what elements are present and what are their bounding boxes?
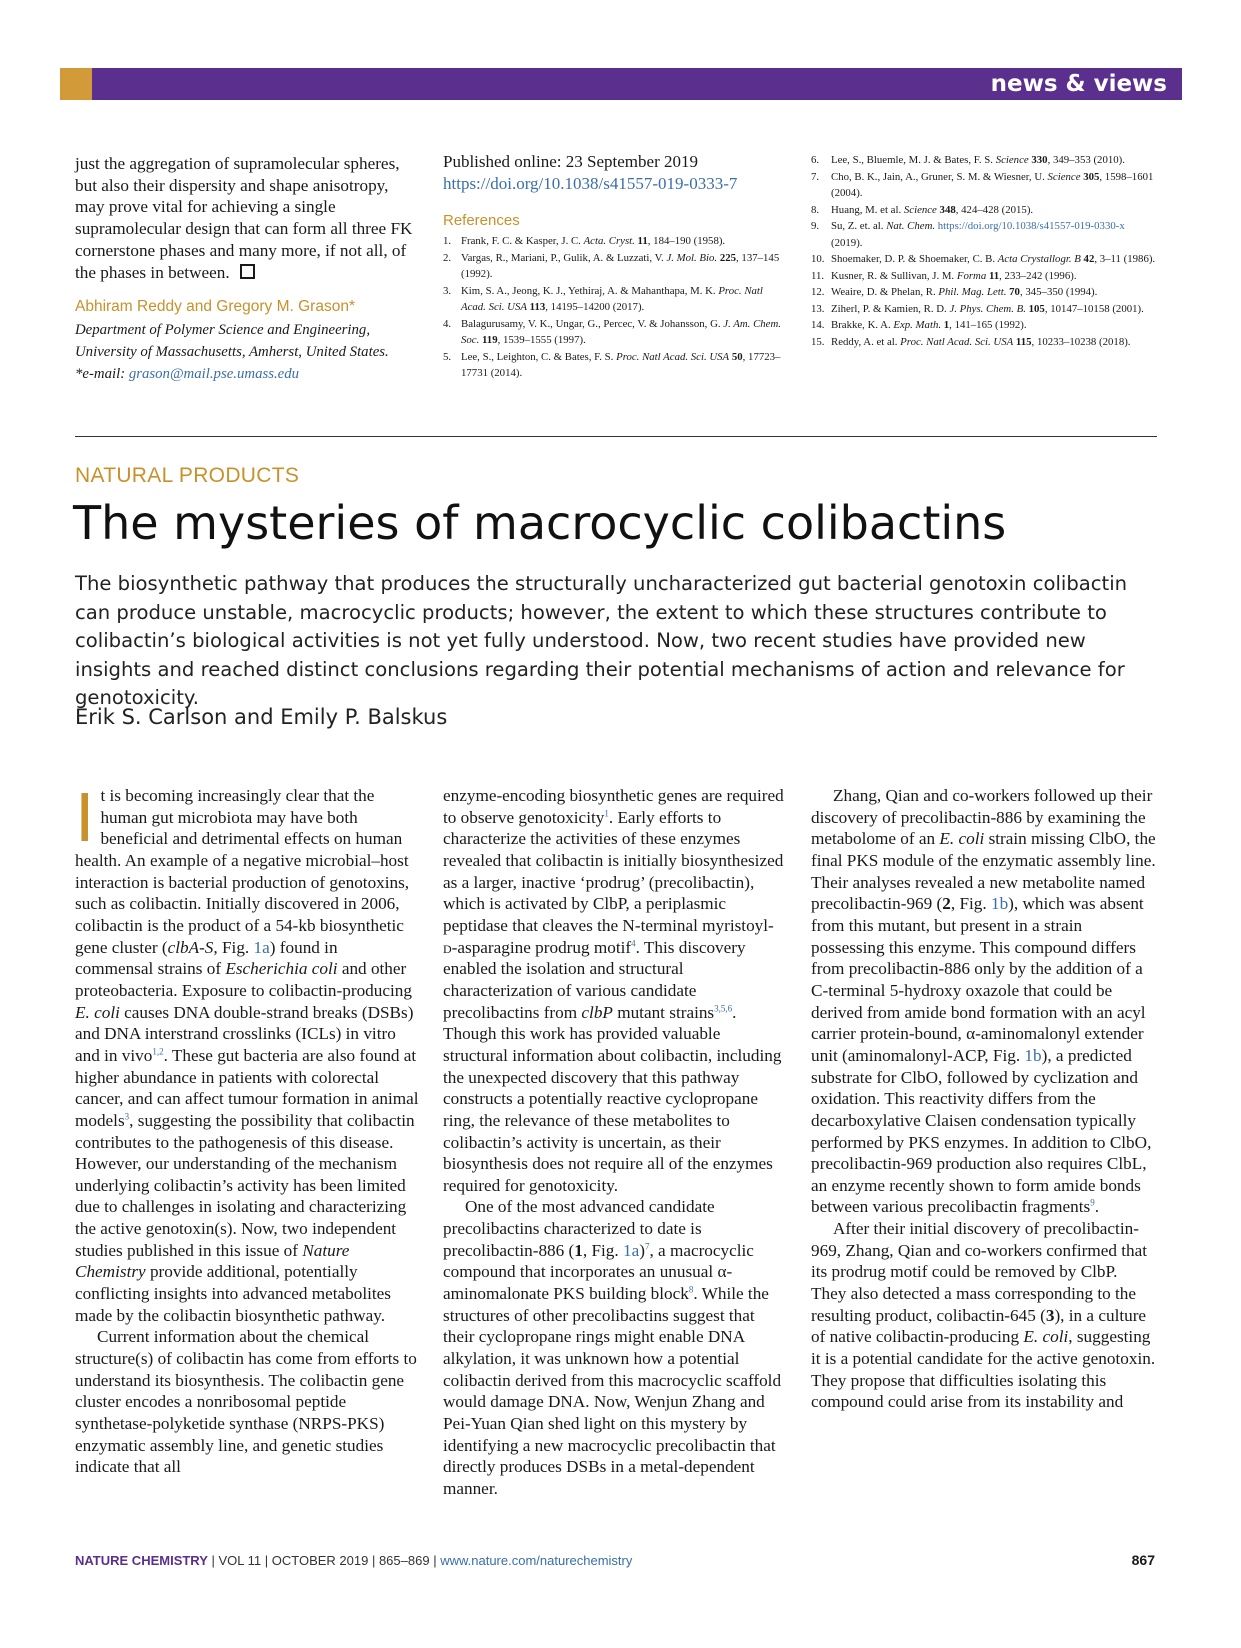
issue-date: OCTOBER 2019	[271, 1553, 369, 1568]
body-column-3	[811, 785, 1156, 1413]
body-paragraph: It is becoming increasingly clear that the human gut microbiota may have both beneficial and detrimental effects on human health. An example of a negative microbial–host interaction is bacterial production of genotoxins, such as colibactin. Initially discovered in 2006, colibactin is the product of a 54-kb biosynthetic gene cluster (clbA-S, Fig. 1a) found in commensal strains of Escherichia coli and other proteobacteria. Exposure to colibactin-producing E. coli causes DNA double-strand breaks (DSBs) and DNA interstrand crosslinks (ICLs) in vitro and in vivo$^{1,2}$. These gut bacteria are also found at higher abundance in patients with colorectal cancer, and can affect tumour formation in animal models$^3$, suggesting the possibility that colibactin contributes to the pathogenesis of this disease. However, our understanding of the mechanism underlying colibactin’s activity has been limited due to challenges in isolating and characterizing the active genotoxin(s). Now, two independent studies published in this issue of Nature Chemistry provide additional, potentially conflicting insights into advanced metabolites made by the colibactin biosynthetic pathway.	[75, 778, 419, 1325]
divider	[75, 436, 1157, 437]
volume: VOL 11	[218, 1553, 262, 1568]
drop-cap: I	[75, 778, 95, 856]
reference-item: 6. Lee, S., Bluemle, M. J. & Bates, F. S. Science 330, 349–353 (2010).	[811, 154, 1125, 166]
reference-item: 12. Weaire, D. & Phelan, R. Phil. Mag. Lett. 70, 345–350 (1994).	[811, 286, 1098, 298]
reference-item: 11. Kusner, R. & Sullivan, J. M. Forma 11, 233–242 (1996).	[811, 269, 1077, 282]
body-paragraph: Current information about the chemical structure(s) of colibactin has come from efforts to understand its biosynthesis. The colibactin gene cluster encodes a nonribosomal peptide synthetase-polyketide synthase (NRPS-PKS) enzymatic assembly line, and genetic studies indicate that all	[75, 1327, 417, 1477]
published-date: Published online: 23 September 2019	[443, 152, 698, 171]
reference-item: 14. Brakke, K. A. Exp. Math. 1, 141–165 (1992).	[811, 319, 1027, 331]
figure-link[interactable]: 1b	[1024, 1045, 1042, 1065]
publication-info	[443, 151, 783, 382]
reference-item: 10. Shoemaker, D. P. & Shoemaker, C. B. Acta Crystallogr. B 42, 3–11 (1986).	[811, 253, 1156, 265]
footer: NATURE CHEMISTRY | VOL 11 | OCTOBER 2019 | 865–869 | www.nature.com/naturechemistry	[75, 1553, 633, 1568]
article-authors: Erik S. Carlson and Emily P. Balskus	[75, 705, 448, 729]
body-column-2	[443, 785, 788, 1500]
citation-link[interactable]: 3,5,6	[714, 1002, 733, 1013]
reference-doi-link[interactable]: https://doi.org/10.1038/s41557-019-0330-x	[937, 220, 1125, 232]
page-range: 865–869	[378, 1553, 430, 1568]
reference-item: 1. Frank, F. C. & Kasper, J. C. Acta. Cryst. 11, 184–190 (1958).	[443, 235, 726, 247]
end-mark-icon	[240, 264, 255, 279]
reference-list	[811, 152, 1156, 350]
body-paragraph: Zhang, Qian and co-workers followed up their discovery of precolibactin-886 by examining the metabolome of an E. coli strain missing ClbO, the final PKS module of the enzymatic assembly line. Their analyses revealed a new metabolite named precolibactin-969 (2, Fig. 1b), which was absent from this mutant, but present in a strain possessing this enzyme. This compound differs from precolibactin-886 only by the addition of a C-terminal 5-hydroxy oxazole that could be derived from amide bond formation with an acyl carrier protein-bound, α-aminomalonyl extender unit (aminomalonyl-ACP, Fig. 1b), a predicted substrate for ClbO, followed by cyclization and oxidation. This reactivity differs from the decarboxylative Claisen condensation typically performed by PKS enzymes. In addition to ClbO, precolibactin-969 production also requires ClbL, an enzyme recently shown to form amide bonds between various precolibactin fragments$^9$.	[811, 786, 1156, 1217]
figure-link[interactable]: 1b	[990, 894, 1009, 914]
email-link[interactable]: grason@mail.pse.umass.edu	[128, 366, 300, 383]
reference-list	[443, 233, 783, 382]
reference-item: 7. Cho, B. K., Jain, A., Gruner, S. M. & Wiesner, U. Science 305, 1598–1601 (2004).	[811, 170, 1154, 199]
reference-item: 13. Ziherl, P. & Kamien, R. D. J. Phys. Chem. B. 105, 10147–10158 (2001).	[811, 302, 1144, 315]
body-column-1	[75, 778, 420, 1478]
section-tag: news & views	[990, 71, 1167, 97]
reference-list-continued	[811, 150, 1156, 350]
citation-link[interactable]: 8	[688, 1284, 694, 1295]
citation-link[interactable]: 3	[124, 1111, 130, 1122]
reference-item: 4. Balagurusamy, V. K., Ungar, G., Percec, V. & Johansson, G. J. Am. Chem. Soc. 119, 1539–1555 (1997).	[443, 317, 781, 346]
header-accent	[60, 68, 92, 100]
doi-link[interactable]: https://doi.org/10.1038/s41557-019-0333-7	[443, 173, 738, 193]
citation-link[interactable]: 1,2	[152, 1046, 164, 1057]
article-title: The mysteries of macrocyclic colibactins	[73, 496, 1007, 550]
journal-name: NATURE CHEMISTRY	[75, 1553, 208, 1568]
page-number: 867	[1131, 1552, 1155, 1568]
previous-paragraph: just the aggregation of supramolecular spheres, but also their dispersity and shape anisotropy, may prove vital for achieving a single supramolecular design that can form all three FK cornerstone phases and many more, if not all, of the phases in between.	[75, 154, 413, 282]
previous-affiliation: Department of Polymer Science and Engineering, University of Massachusetts, Amherst, United States. *e-mail: grason@mail.pse.umass.edu	[75, 322, 389, 383]
journal-url[interactable]: www.nature.com/naturechemistry	[440, 1553, 633, 1568]
reference-item: 15. Reddy, A. et al. Proc. Natl Acad. Sci. USA 115, 10233–10238 (2018).	[811, 335, 1131, 348]
citation-link[interactable]: 4	[631, 937, 636, 948]
figure-link[interactable]: 1a	[622, 1240, 640, 1260]
reference-item: 2. Vargas, R., Mariani, P., Gulik, A. & Luzzati, V. J. Mol. Bio. 225, 137–145 (1992).	[443, 251, 780, 280]
body-paragraph: After their initial discovery of precolibactin-969, Zhang, Qian and co-workers confirmed that its prodrug motif could be removed by ClbP. They also detected a mass corresponding to the resulting product, colibactin-645 (3), in a culture of native colibactin-producing E. coli, suggesting it is a potential candidate for the active genotoxin. They propose that difficulties isolating this compound could arise from its instability and	[811, 1219, 1156, 1412]
figure-link[interactable]: 1a	[253, 937, 270, 957]
body-paragraph: One of the most advanced candidate precolibactins characterized to date is precolibactin-886 (1, Fig. 1a)$^7$, a macrocyclic compound that incorporates an unusual α-aminomalonate PKS building block$^8$. While the structures of other precolibactins suggest that their cyclopropane rings might enable DNA alkylation, it was unknown how a potential colibactin derived from this macrocyclic scaffold would damage DNA. Now, Wenjun Zhang and Pei-Yuan Qian shed light on this mystery by identifying a new macrocyclic precolibactin that directly produces DSBs in a metal-dependent manner.	[443, 1197, 782, 1498]
reference-item: 5. Lee, S., Leighton, C. & Bates, F. S. Proc. Natl Acad. Sci. USA 50, 17723–17731 (2014).	[443, 350, 781, 379]
reference-item: 9. Su, Z. et. al. Nat. Chem. https://doi.org/10.1038/s41557-019-0330-x (2019).	[811, 220, 1125, 249]
references-heading: References	[443, 212, 520, 229]
standfirst: The biosynthetic pathway that produces the structurally uncharacterized gut bacterial genotoxin colibactin can produce unstable, macrocyclic products; however, the extent to which these structures contribute to colibactin’s biological activities is not yet fully understood. Now, two recent studies have provided new insights and reached distinct conclusions regarding their potential mechanisms of action and relevance for genotoxicity.	[75, 572, 1128, 709]
body-paragraph: enzyme-encoding biosynthetic genes are required to observe genotoxicity$^1$. Early efforts to characterize the activities of these enzymes revealed that colibactin is initially biosynthesized as a larger, inactive ‘prodrug’ (precolibactin), which is activated by ClbP, a periplasmic peptidase that cleaves the N-terminal myristoyl-d-asparagine prodrug motif$^4$. This discovery enabled the isolation and structural characterization of various candidate precolibactins from clbP mutant strains$^{3,5,6}$. Though this work has provided valuable structural information about colibactin, including the unexpected discovery that this pathway constructs a potentially reactive cyclopropane ring, the relevance of these metabolites to colibactin’s activity is uncertain, as their biosynthesis does not require all of the enzymes required for genotoxicity.	[443, 786, 784, 1195]
citation-link[interactable]: 7	[644, 1241, 650, 1252]
reference-item: 8. Huang, M. et al. Science 348, 424–428 (2015).	[811, 203, 1034, 216]
section-label: NATURAL PRODUCTS	[75, 464, 300, 487]
citation-link[interactable]: 1	[604, 807, 609, 818]
previous-article-end	[75, 153, 415, 385]
citation-link[interactable]: 9	[1090, 1197, 1095, 1208]
reference-item: 3. Kim, S. A., Jeong, K. J., Yethiraj, A. & Mahanthapa, M. K. Proc. Natl Acad. Sci. USA 113, 14195–14200 (2017).	[443, 284, 763, 313]
previous-authors: Abhiram Reddy and Gregory M. Grason*	[75, 298, 355, 316]
